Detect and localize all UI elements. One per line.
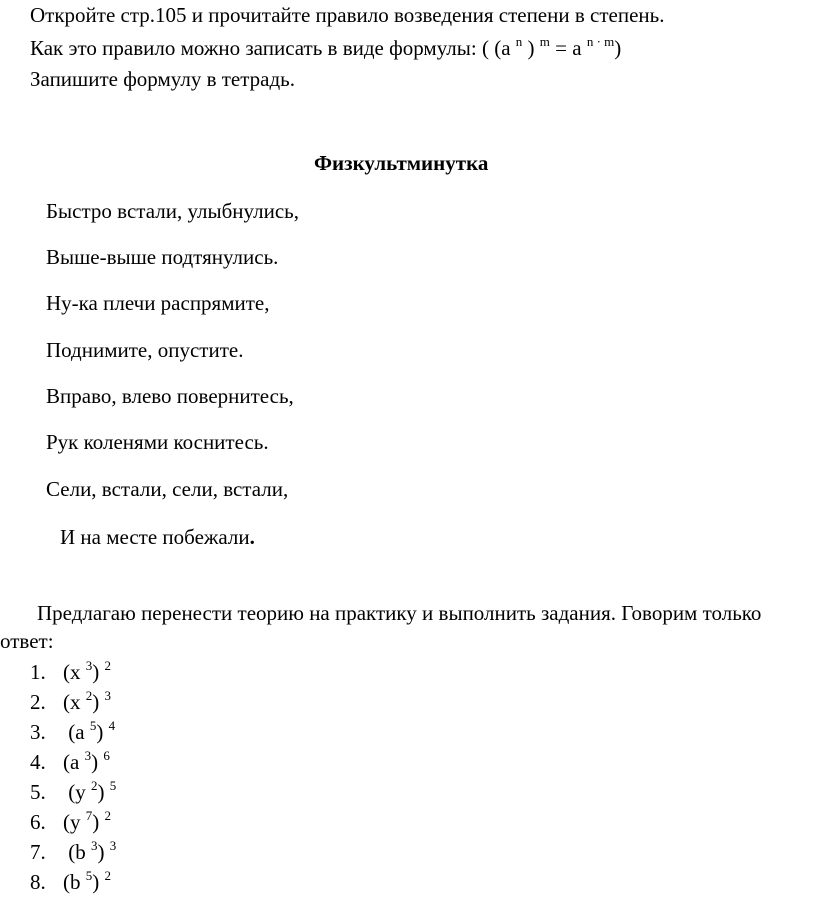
exercise-outer-exponent: 6 xyxy=(103,748,110,763)
exercise-item xyxy=(30,838,117,864)
exercise-inner-exponent: 3 xyxy=(85,658,93,673)
poem-line: Поднимите, опустите. xyxy=(46,338,244,362)
exercise-base: (y xyxy=(63,810,86,834)
poem-line: Вправо, влево повернитесь, xyxy=(46,384,294,408)
formula-end: ) xyxy=(614,36,622,60)
exercise-number: 5. xyxy=(30,780,46,804)
exercise-number: 7. xyxy=(30,840,46,864)
exercise-close-paren: ) xyxy=(97,780,105,804)
poem-line: Сели, встали, сели, встали, xyxy=(46,477,289,501)
exercise-outer-exponent: 2 xyxy=(104,808,111,823)
poem-last-period: . xyxy=(249,525,255,549)
exercise-inner-exponent: 5 xyxy=(85,868,93,883)
intro-line-1: Откройте стр.105 и прочитайте правило возведения степени в степень. xyxy=(30,3,665,27)
exercise-close-paren: ) xyxy=(96,720,104,744)
exercise-base: (x xyxy=(63,690,86,714)
exercise-item xyxy=(30,868,111,894)
exercise-inner-exponent: 5 xyxy=(89,718,97,733)
exercise-outer-exponent: 3 xyxy=(109,838,117,853)
formula-exponent-n: n xyxy=(515,34,523,49)
task-line-1: Предлагаю перенести теорию на практику и выполнить задания. Говорим только xyxy=(37,601,762,625)
exercise-close-paren: ) xyxy=(92,810,100,834)
exercise-base: (x xyxy=(63,660,86,684)
task-line-2: ответ: xyxy=(0,629,54,653)
exercise-close-paren: ) xyxy=(92,660,100,684)
formula-exponent-nm: n · m xyxy=(586,34,615,49)
exercise-base: (a xyxy=(63,750,85,774)
formula-mid-2: = a xyxy=(549,36,587,60)
exercise-number: 1. xyxy=(30,660,46,684)
exercise-close-paren: ) xyxy=(97,840,105,864)
exercise-number: 3. xyxy=(30,720,46,744)
poem-line: Быстро встали, улыбнулись, xyxy=(46,199,299,223)
exercise-inner-exponent: 7 xyxy=(85,808,93,823)
exercise-inner-exponent: 3 xyxy=(91,838,98,853)
exercise-item xyxy=(30,778,117,804)
section-heading: Физкультминутка xyxy=(314,151,489,175)
exercise-base: (y xyxy=(63,780,91,804)
intro-line-3: Запишите формулу в тетрадь. xyxy=(30,67,296,91)
exercise-number: 8. xyxy=(30,870,46,894)
exercise-item xyxy=(30,658,111,684)
exercise-close-paren: ) xyxy=(92,870,100,894)
intro-formula-line xyxy=(30,34,622,60)
exercise-inner-exponent: 2 xyxy=(91,778,98,793)
poem-last-line xyxy=(60,527,255,548)
poem-line: Рук коленями коснитесь. xyxy=(46,430,269,454)
formula-mid-1: ) xyxy=(522,36,540,60)
exercise-inner-exponent: 2 xyxy=(85,688,93,703)
exercise-close-paren: ) xyxy=(92,690,100,714)
exercise-number: 4. xyxy=(30,750,46,774)
exercise-outer-exponent: 5 xyxy=(109,778,117,793)
intro-formula-text: Как это правило можно записать в виде формулы: ( (a xyxy=(30,36,516,60)
poem-last-text: И на месте побежали xyxy=(60,525,250,549)
exercise-base: (b xyxy=(63,870,86,894)
exercise-inner-exponent: 3 xyxy=(84,748,92,763)
exercise-item xyxy=(30,748,110,774)
poem-line: Выше-выше подтянулись. xyxy=(46,245,279,269)
exercise-item xyxy=(30,688,111,714)
exercise-base: (b xyxy=(63,840,91,864)
exercise-number: 2. xyxy=(30,690,46,714)
exercise-outer-exponent: 3 xyxy=(104,688,111,703)
exercise-base: (a xyxy=(63,720,90,744)
poem-line: Ну-ка плечи распрямите, xyxy=(46,291,270,315)
formula-exponent-m: m xyxy=(539,34,550,49)
exercise-outer-exponent: 2 xyxy=(104,868,111,883)
exercise-close-paren: ) xyxy=(91,750,99,774)
exercise-outer-exponent: 4 xyxy=(108,718,116,733)
exercise-number: 6. xyxy=(30,810,46,834)
exercise-item xyxy=(30,808,111,834)
exercise-outer-exponent: 2 xyxy=(104,658,111,673)
exercise-item xyxy=(30,718,116,744)
